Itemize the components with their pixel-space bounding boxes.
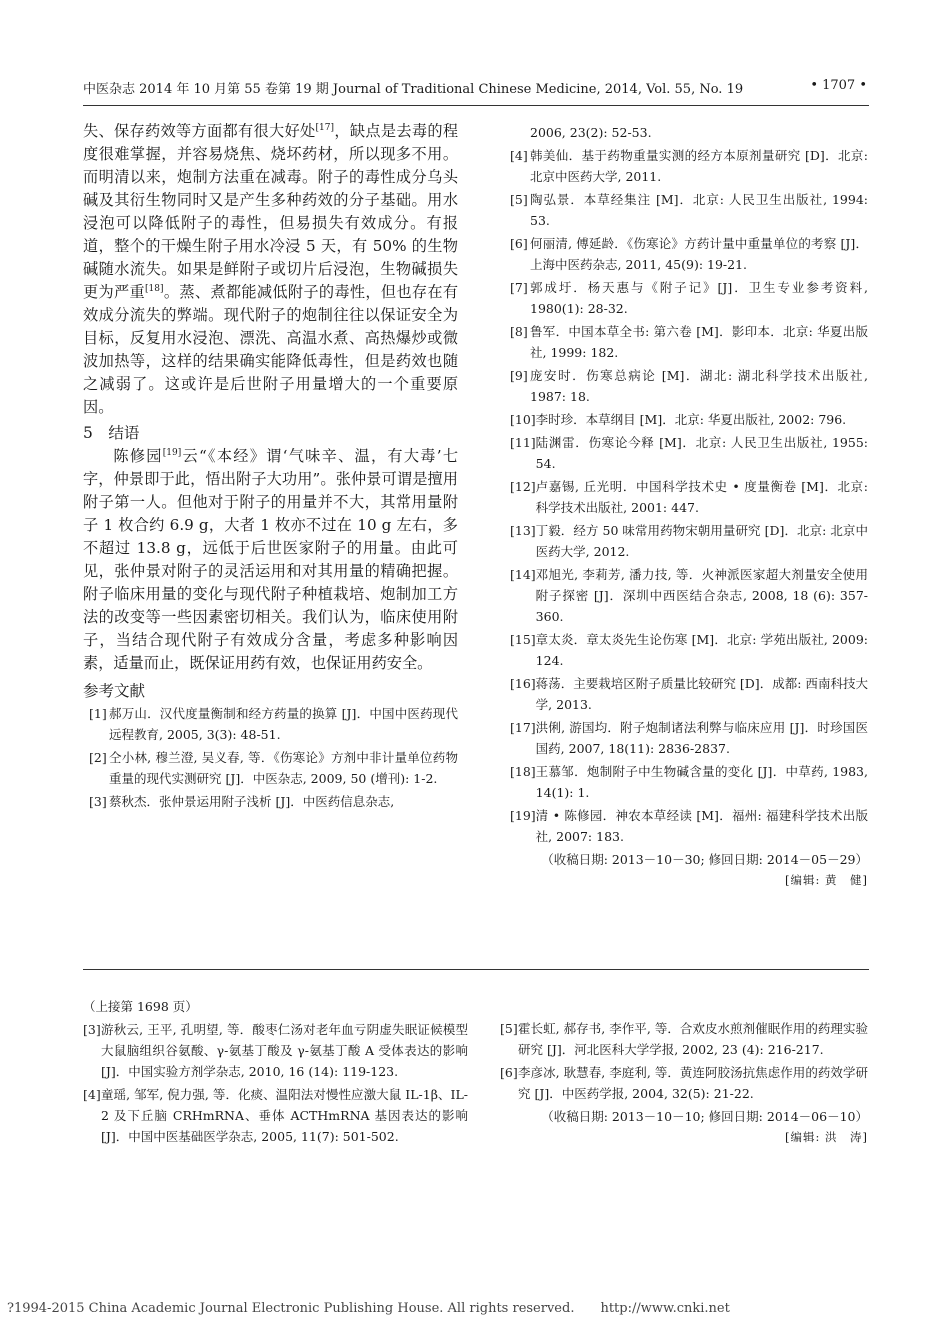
reference-item: [2] 仝小林, 穆兰澄, 吴义春, 等．《伤寒论》方剂中非计量单位药物重量的现代实测研究 [J]．中医杂志, 2009, 50 (增刊): 1-2. <box>89 750 458 786</box>
reference-item: [8] 鲁军．中国本草全书: 第六卷 [M]．影印本．北京: 华夏出版社, 1999: 182. <box>510 324 868 360</box>
right-column <box>510 122 868 890</box>
reference-item: 2006, 23(2): 52-53. <box>530 125 652 140</box>
continuation-right <box>500 1018 868 1147</box>
body-paragraph: 失、保存药效等方面都有很大好处[17]，缺点是去毒的程度很难掌握，并容易烧焦、烧坏药材，所以现多不用。而明清以来，炮制方法重在减毒。附子的毒性成分乌头碱及其衍生物同时又是产生多种药效的分子基础。用水浸泡可以降低附子的毒性，但易损失有效成分。有报道，整个的干燥生附子用水冷浸 5 天，有 50% 的生物碱随水流失。如果是鲜附子或切片后浸泡，生物碱损失更为严重[18]。蒸、煮都能减低附子的毒性，但也存在有效成分流失的弊端。现代附子的炮制往往以保证安全为目标，反复用水浸泡、漂洗、高温水煮、高热爆炒或微波加热等，这样的结果确实能降低毒性，但是药效也随之减弱了。这或许是后世附子用量增大的一个重要原因。 <box>83 122 459 416</box>
journal-header: 中医杂志 2014 年 10 月第 55 卷第 19 期 Journal of Traditional Chinese Medicine, 2014, Vol. 55, No. 19 <box>83 82 744 97</box>
reference-item: [1] 郝万山．汉代度量衡制和经方药量的换算 [J]．中国中医药现代远程教育, 2005, 3(3): 48-51. <box>89 706 458 742</box>
editor-credit: [编辑: 洪 涛] <box>784 1130 868 1144</box>
reference-list-left <box>83 703 458 812</box>
reference-item: [6] 何丽清, 傅延龄．《伤寒论》方药计量中重量单位的考察 [J]．上海中医药杂志, 2011, 45(9): 19-21. <box>510 236 868 272</box>
reference-item: [4] 韩美仙．基于药物重量实测的经方本原剂量研究 [D]．北京: 北京中医药大学, 2011. <box>510 148 868 184</box>
reference-item: [4] 童瑶, 邹军, 倪力强, 等．化痰、温阳法对慢性应激大鼠 IL-1β、IL-2 及下丘脑 CRHmRNA、垂体 ACTHmRNA 基因表达的影响 [J]．中国中医基础医学杂志, 2005, 11(7): 501-502. <box>83 1087 468 1144</box>
page-number: • 1707 • <box>810 78 867 93</box>
citation-18[interactable]: [18] <box>145 283 164 294</box>
reference-item: [7] 郭成圩．杨天惠与《附子记》[J]．卫生专业参考资料, 1980(1): 28-32. <box>510 280 868 316</box>
copyright-footer: ?1994-2015 China Academic Journal Electronic Publishing House. All rights reserved. http://www.cnki.net <box>7 1301 730 1316</box>
section-heading: 5 结语 <box>83 424 140 442</box>
reference-item: [17] 洪俐, 游国均．附子炮制诸法利弊与临床应用 [J]．时珍国医国药, 2007, 18(11): 2836-2837. <box>510 720 868 756</box>
received-dates: （收稿日期: 2013－10－30; 修回日期: 2014－05－29） <box>541 852 868 867</box>
header-rule <box>83 105 869 106</box>
citation-17[interactable]: [17] <box>315 122 334 133</box>
reference-list-right <box>510 122 868 847</box>
reference-item: [6] 李彦冰, 耿慧春, 李庭利, 等．黄连阿胶汤抗焦虑作用的药效学研究 [J]．中医药学报, 2004, 32(5): 21-22. <box>500 1065 868 1101</box>
reference-item: [3] 游秋云, 王平, 孔明望, 等．酸枣仁汤对老年血亏阴虚失眠证候模型大鼠脑组织谷氨酸、γ-氨基丁酸及 γ-氨基丁酸 A 受体表达的影响 [J]．中国实验方剂学杂志, 2010, 16 (14): 119-123. <box>83 1022 468 1079</box>
left-column <box>83 120 458 814</box>
continued-from-label: （上接第 1698 页） <box>83 999 198 1014</box>
reference-item: [10] 李时珍．本草纲目 [M]．北京: 华夏出版社, 2002: 796. <box>510 412 847 427</box>
editor-credit: [编辑: 黄 健] <box>784 873 868 887</box>
reference-item: [13] 丁毅．经方 50 味常用药物宋朝用量研究 [D]．北京: 北京中医药大学, 2012. <box>510 523 868 559</box>
reference-item: [18] 王慕邹．炮制附子中生物碱含量的变化 [J]．中草药, 1983, 14(1): 1. <box>510 764 868 800</box>
reference-item: [9] 庞安时．伤寒总病论 [M]．湖北: 湖北科学技术出版社, 1987: 18. <box>510 368 868 404</box>
reference-item: [5] 陶弘景．本草经集注 [M]．北京: 人民卫生出版社, 1994: 53. <box>510 192 868 228</box>
reference-item: [5] 霍长虹, 郝存书, 李作平, 等．合欢皮水煎剂催眠作用的药理实验研究 [J]．河北医科大学学报, 2002, 23 (4): 216-217. <box>500 1021 868 1057</box>
reference-item: [19] 清 • 陈修园．神农本草经读 [M]．福州: 福建科学技术出版社, 2007: 183. <box>510 808 868 844</box>
references-heading: 参考文献 <box>83 682 146 700</box>
reference-item: [16] 蒋荡．主要栽培区附子质量比较研究 [D]．成都: 西南科技大学, 2013. <box>510 676 868 712</box>
reference-item: [12] 卢嘉锡, 丘光明．中国科学技术史 • 度量衡卷 [M]．北京: 科学技术出版社, 2001: 447. <box>510 479 868 515</box>
reference-item: [14] 邓旭光, 李莉芳, 潘力技, 等．火神派医家超大剂量安全使用附子探密 [J]．深圳中西医结合杂志, 2008, 18 (6): 357-360. <box>510 567 868 624</box>
reference-item: [3] 蔡秋杰．张仲景运用附子浅析 [J]．中医药信息杂志, <box>89 794 395 809</box>
conclusion-paragraph: 陈修园[19]云“《本经》谓‘气味辛、温，有大毒’七字，仲景即于此，悟出附子大功用”。张仲景可谓是擅用附子第一人。但他对于附子的用量并不大，其常用量附子 1 枚合约 6.9 g，大者 1 枚亦不过在 10 g 左右，多不超过 13.8 g，远低于后世医家附子的用量。由此可见，张仲景对附子的灵活运用和对其用量的精确把握。附子临床用量的变化与现代附子种植栽培、炮制加工方法的改变等一些因素密切相关。我们认为，临床使用附子，当结合现代附子有效成分含量，考虑多种影响因素，适量而止，既保证用药有效，也保证用药安全。 <box>83 447 459 672</box>
running-header <box>83 78 867 102</box>
continuation-left <box>83 996 468 1149</box>
citation-19[interactable]: [19] <box>162 447 182 458</box>
reference-item: [15] 章太炎．章太炎先生论伤寒 [M]．北京: 学苑出版社, 2009: 124. <box>510 632 868 668</box>
received-dates: （收稿日期: 2013－10－10; 修回日期: 2014－06－10） <box>541 1109 868 1124</box>
section-divider <box>83 969 869 970</box>
reference-item: [11] 陆渊雷．伤寒论今释 [M]．北京: 人民卫生出版社, 1955: 54. <box>510 435 868 471</box>
